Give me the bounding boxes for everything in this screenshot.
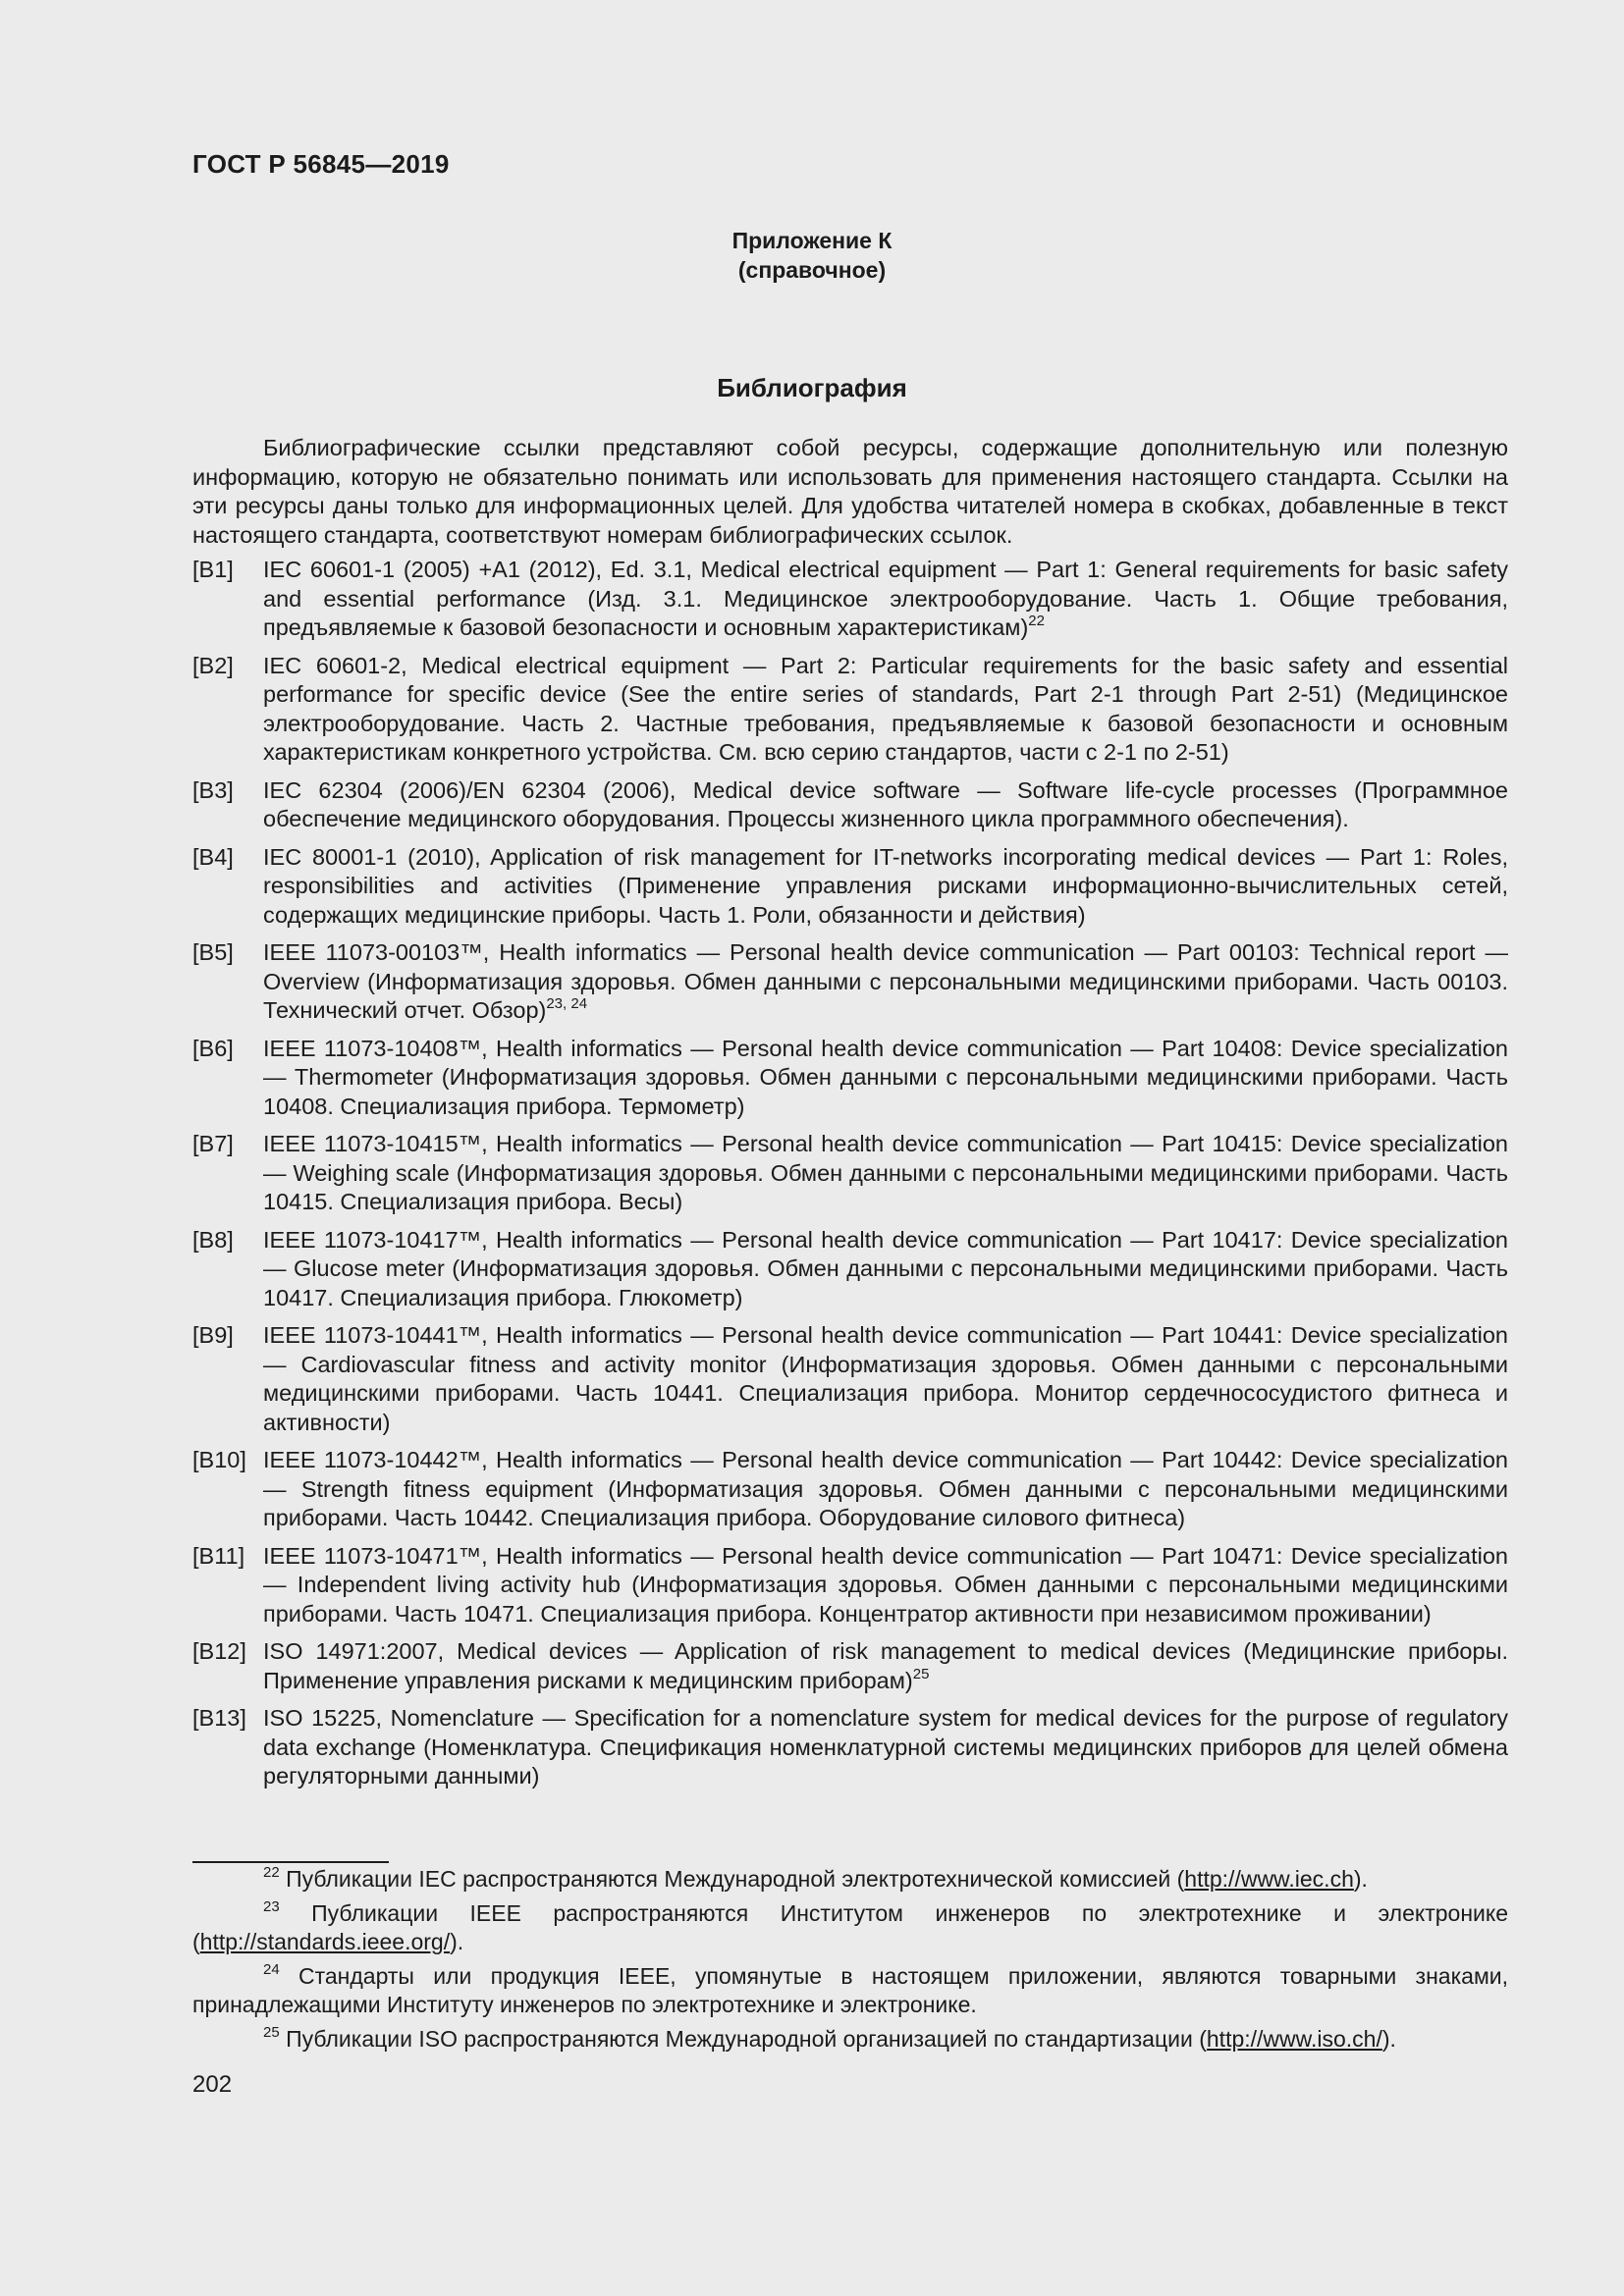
reference-list [192, 556, 1508, 1791]
reference-body: IEC 80001-1 (2010), Application of risk management for IT-networks incorporating medical devices — Part 1: Roles, responsibilities and activities (Применение управления рисками информационно-вычислительных сетей, содержащих медицинские приборы. Часть 1. Роли, обязанности и действия) [263, 843, 1508, 928]
footnote-number: 23 [263, 1898, 280, 1915]
reference-text [263, 843, 1508, 931]
bibliography-body [192, 434, 1508, 1800]
footnote-text-end: ). [450, 1929, 464, 1954]
reference-entry [192, 1446, 1508, 1533]
reference-number: [B5] [192, 939, 234, 965]
reference-entry [192, 843, 1508, 931]
reference-body: IEC 60601-2, Medical electrical equipment — Part 2: Particular requirements for the basic safety and essential performance for specific device (See the entire series of standards, Part 2-1 through Part 2-51) (Медицинское электрооборудование. Часть 2. Частные требования, предъявляемые к базовой безопасности и основным характеристикам конкретного устройства. См. всю серию стандартов, части с 2-1 по 2-51) [263, 652, 1508, 765]
reference-entry [192, 652, 1508, 768]
footnote [192, 1899, 1508, 1956]
reference-body: ISO 14971:2007, Medical devices — Application of risk management to medical devices (Медицинские приборы. Применение управления рисками к медицинским приборам) [263, 1638, 1508, 1693]
footnote-number: 22 [263, 1864, 280, 1881]
footnote-marker: 23, 24 [546, 995, 588, 1012]
appendix-kind: (справочное) [737, 257, 887, 283]
reference-entry [192, 1226, 1508, 1313]
footnote-text: Публикации IEC распространяются Международной электротехнической комиссией ( [286, 1866, 1185, 1892]
reference-entry [192, 556, 1508, 643]
reference-body: ISO 15225, Nomenclature — Specification for a nomenclature system for medical devices for the purpose of regulatory data exchange (Номенклатура. Спецификация номенклатурной системы медицинских приборов для целей обмена регуляторными данными) [263, 1705, 1508, 1789]
footnote-marker: 25 [912, 1665, 930, 1682]
reference-body: IEEE 11073-00103™, Health informatics — Personal health device communication — Part 00103: Technical report — Overview (Информатизация здоровья. Обмен данными с персональными медицинскими приборами. Часть 00103. Технический отчет. Обзор) [263, 939, 1508, 1023]
reference-text [263, 1704, 1508, 1791]
reference-number: [B1] [192, 557, 234, 582]
reference-body: IEEE 11073-10441™, Health informatics — Personal health device communication — Part 10441: Device specialization — Cardiovascular fitness and activity monitor (Информатизация здоровья. Обмен данными с персональными медицинскими приборами. Часть 10441. Специализация прибора. Монитор сердечнососудистого фитнеса и активности) [263, 1322, 1508, 1435]
reference-number: [B13] [192, 1705, 246, 1731]
footnote-text-end: ). [1353, 1866, 1368, 1892]
reference-number: [B7] [192, 1131, 234, 1156]
reference-body: IEEE 11073-10408™, Health informatics — Personal health device communication — Part 10408: Device specialization — Thermometer (Информатизация здоровья. Обмен данными с персональными медицинскими приборами. Часть 10408. Специализация прибора. Термометр) [263, 1035, 1508, 1119]
footnote-number: 24 [263, 1961, 280, 1978]
reference-entry [192, 776, 1508, 834]
reference-text [263, 1637, 1508, 1695]
reference-number: [B11] [192, 1542, 245, 1569]
reference-text [263, 1542, 1508, 1629]
footnote-link[interactable]: http://standards.ieee.org/ [199, 1929, 451, 1954]
appendix-heading [0, 226, 1624, 285]
appendix-title: Приложение К [731, 228, 893, 253]
reference-entry [192, 1321, 1508, 1437]
reference-text [263, 776, 1508, 834]
footnote-text-end: ). [1381, 2026, 1396, 2052]
section-title: Библиография [717, 373, 907, 402]
footnote-text: Публикации ISO распространяются Международной организацией по стандартизации ( [286, 2026, 1207, 2052]
reference-entry [192, 1130, 1508, 1217]
reference-text [263, 1446, 1508, 1533]
intro-paragraph: Библиографические ссылки представляют собой ресурсы, содержащие дополнительную или полезную информацию, которую не обязательно понимать или использовать для применения настоящего стандарта. Ссылки на эти ресурсы даны только для информационных целей. Для удобства читателей номера в скобках, добавленные в текст настоящего стандарта, соответствуют номерам библиографических ссылок. [192, 435, 1508, 548]
footnote [192, 1865, 1508, 1894]
reference-text [263, 652, 1508, 768]
footnote-marker: 22 [1028, 613, 1045, 629]
reference-entry [192, 1035, 1508, 1122]
reference-entry [192, 938, 1508, 1026]
reference-number: [B12] [192, 1638, 246, 1664]
reference-number: [B3] [192, 776, 234, 803]
reference-number: [B9] [192, 1322, 234, 1348]
reference-text [263, 1035, 1508, 1122]
reference-number: [B2] [192, 652, 234, 678]
reference-number: [B10] [192, 1447, 246, 1472]
document-code: ГОСТ Р 56845—2019 [192, 149, 450, 179]
reference-number: [B8] [192, 1226, 234, 1253]
footnote-link[interactable]: http://www.iso.ch/ [1206, 2026, 1382, 2052]
footnote-separator [192, 1861, 389, 1863]
reference-number: [B4] [192, 843, 234, 870]
footnote-text: Публикации IEEE распространяются Институтом инженеров по электротехнике и электронике ( [192, 1900, 1508, 1954]
footnote-text: Стандарты или продукция IEEE, упомянутые в настоящем приложении, являются товарными знаками, принадлежащими Институту инженеров по электротехнике и электронике. [192, 1963, 1509, 2017]
reference-body: IEEE 11073-10415™, Health informatics — Personal health device communication — Part 10415: Device specialization — Weighing scale (Информатизация здоровья. Обмен данными с персональными медицинскими приборами. Часть 10415. Специализация прибора. Весы) [263, 1131, 1508, 1214]
reference-number: [B6] [192, 1035, 234, 1061]
reference-entry [192, 1637, 1508, 1695]
reference-text [263, 1226, 1508, 1313]
reference-text [263, 556, 1508, 643]
footnote [192, 1962, 1508, 2019]
reference-text [263, 938, 1508, 1026]
reference-text [263, 1321, 1508, 1437]
reference-body: IEEE 11073-10417™, Health informatics — Personal health device communication — Part 10417: Device specialization — Glucose meter (Информатизация здоровья. Обмен данными с персональными медицинскими приборами. Часть 10417. Специализация прибора. Глюкометр) [263, 1226, 1508, 1310]
reference-body: IEC 60601-1 (2005) +A1 (2012), Ed. 3.1, Medical electrical equipment — Part 1: General requirements for basic safety and essential performance (Изд. 3.1. Медицинское электрооборудование. Часть 1. Общие требования, предъявляемые к базовой безопасности и основным характеристикам) [263, 557, 1508, 640]
page-number: 202 [192, 2071, 233, 2098]
footnote-number: 25 [263, 2024, 280, 2041]
reference-body: IEEE 11073-10442™, Health informatics — Personal health device communication — Part 10442: Device specialization — Strength fitness equipment (Информатизация здоровья. Обмен данными с персональными медицинскими приборами. Часть 10442. Специализация прибора. Оборудование силового фитнеса) [263, 1447, 1508, 1530]
reference-entry [192, 1542, 1508, 1629]
footnote [192, 2025, 1508, 2054]
reference-text [263, 1130, 1508, 1217]
reference-body: IEEE 11073-10471™, Health informatics — Personal health device communication — Part 10471: Device specialization — Independent living activity hub (Информатизация здоровья. Обмен данными с персональными медицинскими приборами. Часть 10471. Специализация прибора. Концентратор активности при независимом проживании) [263, 1542, 1508, 1627]
footnotes [192, 1865, 1508, 2059]
footnote-link[interactable]: http://www.iec.ch [1184, 1866, 1354, 1892]
reference-entry [192, 1704, 1508, 1791]
reference-body: IEC 62304 (2006)/EN 62304 (2006), Medical device software — Software life-cycle processes (Программное обеспечение медицинского оборудования. Процессы жизненного цикла программного обеспечения). [263, 776, 1508, 831]
